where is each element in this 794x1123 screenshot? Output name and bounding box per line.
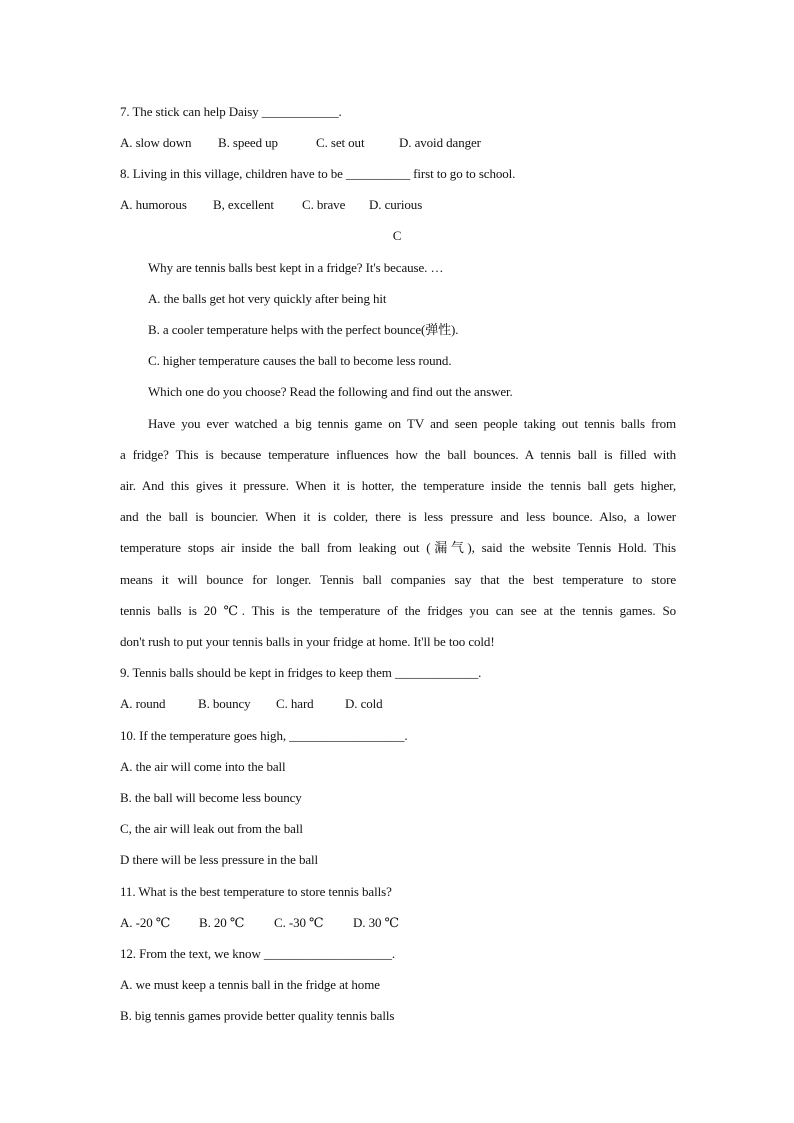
passage-line-5: temperature stops air inside the ball from leaking out (漏气), said the website Tennis Hold. This	[120, 540, 676, 555]
passage-line-8: don't rush to put your tennis balls in your fridge at home. It'll be too cold!	[120, 634, 495, 649]
intro-option-b: B. a cooler temperature helps with the perfect bounce(弹性).	[148, 322, 459, 337]
q12-option-b: B. big tennis games provide better quality tennis balls	[120, 1008, 395, 1023]
q8-option-a: A. humorous	[120, 197, 187, 212]
question-11-stem: 11. What is the best temperature to store tennis balls?	[120, 884, 392, 899]
q11-option-c: C. -30 ℃	[274, 915, 324, 930]
q9-option-b: B. bouncy	[198, 696, 251, 711]
q8-option-d: D. curious	[369, 197, 423, 212]
q9-option-a: A. round	[120, 696, 166, 711]
q11-option-d: D. 30 ℃	[353, 915, 399, 930]
q8-option-b: B, excellent	[213, 197, 274, 212]
q10-option-b: B. the ball will become less bouncy	[120, 790, 302, 805]
question-8-stem: 8. Living in this village, children have to be __________ first to go to school.	[120, 166, 516, 181]
q12-option-a: A. we must keep a tennis ball in the fridge at home	[120, 977, 380, 992]
q7-option-d: D. avoid danger	[399, 135, 481, 150]
passage-line-1: Have you ever watched a big tennis game on TV and seen people taking out tennis balls from	[148, 416, 676, 431]
q11-option-a: A. -20 ℃	[120, 915, 171, 930]
q9-option-d: D. cold	[345, 696, 383, 711]
question-9-stem: 9. Tennis balls should be kept in fridges to keep them _____________.	[120, 665, 482, 680]
q10-option-d: D there will be less pressure in the ball	[120, 852, 319, 867]
question-12-stem: 12. From the text, we know ____________________.	[120, 946, 396, 961]
q9-option-c: C. hard	[276, 696, 314, 711]
intro-option-a: A. the balls get hot very quickly after being hit	[148, 291, 387, 306]
q11-option-b: B. 20 ℃	[199, 915, 245, 930]
q7-option-c: C. set out	[316, 135, 365, 150]
passage-line-3: air. And this gives it pressure. When it is hotter, the temperature inside the tennis ball gets higher,	[120, 478, 676, 493]
passage-line-7: tennis balls is 20 ℃. This is the temperature of the fridges you can see at the tennis games. So	[120, 603, 676, 618]
q10-option-c: C, the air will leak out from the ball	[120, 821, 303, 836]
intro-prompt: Which one do you choose? Read the following and find out the answer.	[148, 384, 513, 399]
passage-line-2: a fridge? This is because temperature influences how the ball bounces. A tennis ball is filled with	[120, 447, 676, 462]
q8-option-c: C. brave	[302, 197, 346, 212]
passage-heading: C	[392, 228, 402, 243]
question-7-stem: 7. The stick can help Daisy ____________.	[120, 104, 342, 119]
intro-question: Why are tennis balls best kept in a fridge? It's because. …	[148, 260, 444, 275]
q7-option-b: B. speed up	[218, 135, 278, 150]
q7-option-a: A. slow down	[120, 135, 192, 150]
passage-line-4: and the ball is bouncier. When it is colder, there is less pressure and less bounce. Also, a lower	[120, 509, 676, 524]
passage-line-6: means it will bounce for longer. Tennis ball companies say that the best temperature to store	[120, 572, 676, 587]
question-10-stem: 10. If the temperature goes high, __________________.	[120, 728, 408, 743]
intro-option-c: C. higher temperature causes the ball to become less round.	[148, 353, 452, 368]
q10-option-a: A. the air will come into the ball	[120, 759, 286, 774]
